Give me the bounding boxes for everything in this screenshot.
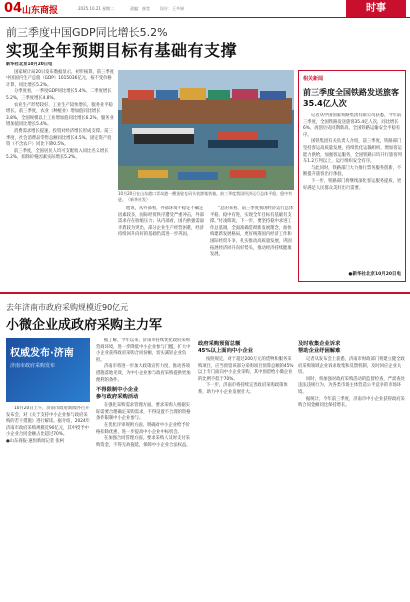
lead-kicker: 前三季度中国GDP同比增长5.2% xyxy=(6,26,168,39)
related-news-box xyxy=(298,70,406,282)
masthead xyxy=(0,0,410,18)
second-headline: 小微企业成政府采购主力军 xyxy=(6,318,163,333)
second-paragraph: 据了解，今年以来，济南市持续优化政府采购营商环境，进一步降低中小企业参与门槛，扩大中小企业获得政府采购合同份额，切实减轻企业负担。 xyxy=(96,338,191,363)
section-divider xyxy=(0,292,410,294)
mid-paragraph: “总的来看，前三季度我国经济运行总体平稳、稳中有进，实现全年目标有基础有支撑。”付凌晖说，下一步，要坚持稳中求进工作总基调，全面准确贯彻新发展理念，加快构建新发展格局，更好统筹国内经济工作和国际经贸斗争，扎实推动高质量发展，巩固拓展经济回升向好势头，推动经济持续健康发展。 xyxy=(210,206,294,258)
related-news-label: 相关新闻 xyxy=(303,76,324,82)
issue-date: 2025.10.21 星期二 xyxy=(78,6,115,11)
graphic-title: 权威发布·济南 xyxy=(10,348,74,359)
second-subhead: 不得限制中小企业 参与政府采购活动 xyxy=(96,387,139,401)
second-paragraph: 据统计，今年前三季度，济南市中小企业获得政府采购合同金额同比保持增长。 xyxy=(298,396,405,409)
photo-caption: 10月20日在山东港口青岛港一艘货轮在码头装卸集装箱。前三季度我国经济运行总体平稳、稳中有进。（新华社发） xyxy=(118,191,293,202)
second-column-2 xyxy=(96,338,192,596)
related-news-paragraph: 国铁集团有关负责人介绍，前三季度，铁路部门坚持客运高质量发展，持续优化运输组织，增加客运能力供给，加强客运服务，全国铁路日均开行旅客列车1.2万列以上，运行组织安全有序。 xyxy=(303,139,402,165)
jinan-release-graphic xyxy=(6,338,90,402)
mid-paragraph: 他说，从外部看，外部环境不稳定不确定因素较多，国际经贸秩序遭受严重冲击，外部需求存在收缩压力；从内部看，国内供强需弱矛盾较为突出，部分企业生产经营困难，经济持续回升向好的基础仍需进一步巩固。 xyxy=(118,206,204,238)
related-news-paragraph: 记者从中国国家铁路集团有限公司获悉，今年前三季度，全国铁路发送旅客35.4亿人次，同比增长6%，再创历史同期新高，全国铁路运输安全平稳有序。 xyxy=(303,113,402,138)
second-paragraph: 记者从发布会上获悉，济南市财政部门将建立健全政府采购领域企业诉求收集和反馈机制，及时回应企业关切。 xyxy=(298,357,405,376)
mid-column-left xyxy=(118,206,206,288)
lead-headline: 实现全年预期目标有基础有支撑 xyxy=(6,41,238,60)
designer: 设计：王多妍 xyxy=(160,6,184,11)
section-tag: 时事 xyxy=(346,0,406,17)
related-news-paragraph: 下一步，铁路部门将继续深化客运服务提质，更好满足人民群众美好出行需要。 xyxy=(303,178,402,191)
lead-article-column xyxy=(6,62,114,288)
mid-column-right xyxy=(210,206,294,288)
lead-paragraph: 消费需求增长提速，投资对经济增长形成支撑。前三季度，社会消费品零售总额同比增长4.5%，固定资产投资（不含农户）同比下降0.5%。 xyxy=(6,128,113,148)
second-paragraph: 在强化采购需求管理方面，要求采购人根据实际需要合理确定采购需求，不得设置不合理的资格条件限制中小企业参与。 xyxy=(96,403,191,422)
second-paragraph: 济南市将进一步加大政策宣传力度，推动各项措施落地见效，为中小企业参与政府采购提供更加便利的条件。 xyxy=(96,364,191,383)
second-paragraph: 下一步，济南市将持续完善政府采购政策体系，助力中小企业发展壮大。 xyxy=(198,383,288,395)
related-news-paragraph: 与此同时，铁路部门大力推行票务服务创新，不断提升旅客出行体验。 xyxy=(303,165,402,178)
second-subhead: 及时收集企业诉求 帮助企业纾困解难 xyxy=(298,341,341,354)
container-port-image xyxy=(118,70,294,190)
second-paragraph: 同时，将加强对政府采购活动的监督检查，严肃查处违法违规行为，为各类市场主体营造公平竞争的市场环境。 xyxy=(298,376,405,395)
paper-name: 山东商报 xyxy=(22,6,59,16)
lead-paragraph: 前三季度，全国居民人均可支配收入同比名义增长5.2%，扣除价格因素实际增长5.2%。 xyxy=(6,148,109,161)
lead-byline: 新华社北京10月20日电 xyxy=(6,62,53,67)
second-byline: ●山东商报·速豹新闻记者 张柯 xyxy=(6,438,65,444)
second-paragraph: 按照规定，对于超过200万元的货物和服务采购项目，应当预留该部分采购项目预算总额的45%以上专门面向中小企业采购，其中预留给小微企业的比例不低于70%。 xyxy=(198,357,294,382)
page-number: 04 xyxy=(4,1,23,16)
lead-paragraph: 国家统计局20日发布数据显示，初步核算，前三季度中国国内生产总值（GDP）1015036亿元，按不变价格计算，同比增长5.2%。 xyxy=(6,69,114,88)
related-news-signature: ●新华社北京10月20日电 xyxy=(348,272,401,277)
second-column-1 xyxy=(6,406,90,596)
related-news-body xyxy=(303,113,403,273)
second-paragraph: 在加强合同管理方面，要求采购人及时支付采购资金，不得无故拖延，保障中小企业合法权益。 xyxy=(96,436,191,448)
second-paragraph: 10月20日上午，济南市政府新闻办召开发布会，对《关于支持中小企业参与政府采购的若干措施》进行解读。据介绍，2024年济南市政府采购规模近90亿元，其中授予中小企业合同金额占比超过70%。 xyxy=(6,406,90,438)
lead-paragraph: 分季度看，一季度GDP同比增长5.4%，二季度增长5.2%，三季度增长4.8%。 xyxy=(6,89,112,101)
second-kicker: 去年济南市政府采购规模近90亿元 xyxy=(6,303,129,312)
second-column-4 xyxy=(298,338,406,596)
second-paragraph: 在优化评审规则方面，明确对中小企业给予价格扣除优惠，进一步提高中小企业中标机会。 xyxy=(96,422,190,435)
second-column-3 xyxy=(198,338,294,596)
graphic-subtitle: 济南市政府采购发布 xyxy=(10,363,56,369)
second-subhead: 政府采购预留总额 45%以上面向中小企业 xyxy=(198,341,254,354)
editor: 责编：崔莹 xyxy=(130,6,150,11)
port-photo xyxy=(118,70,294,190)
related-news-title: 前三季度全国铁路发送旅客35.4亿人次 xyxy=(303,88,399,108)
lead-paragraph: 农业生产形势较好，工业生产较快增长，服务业平稳增长。前三季度，农业（种植业）增加值同比增长3.8%，全国规模以上工业增加值同比增长6.2%，服务业增加值同比增长5.4%。 xyxy=(6,102,114,128)
